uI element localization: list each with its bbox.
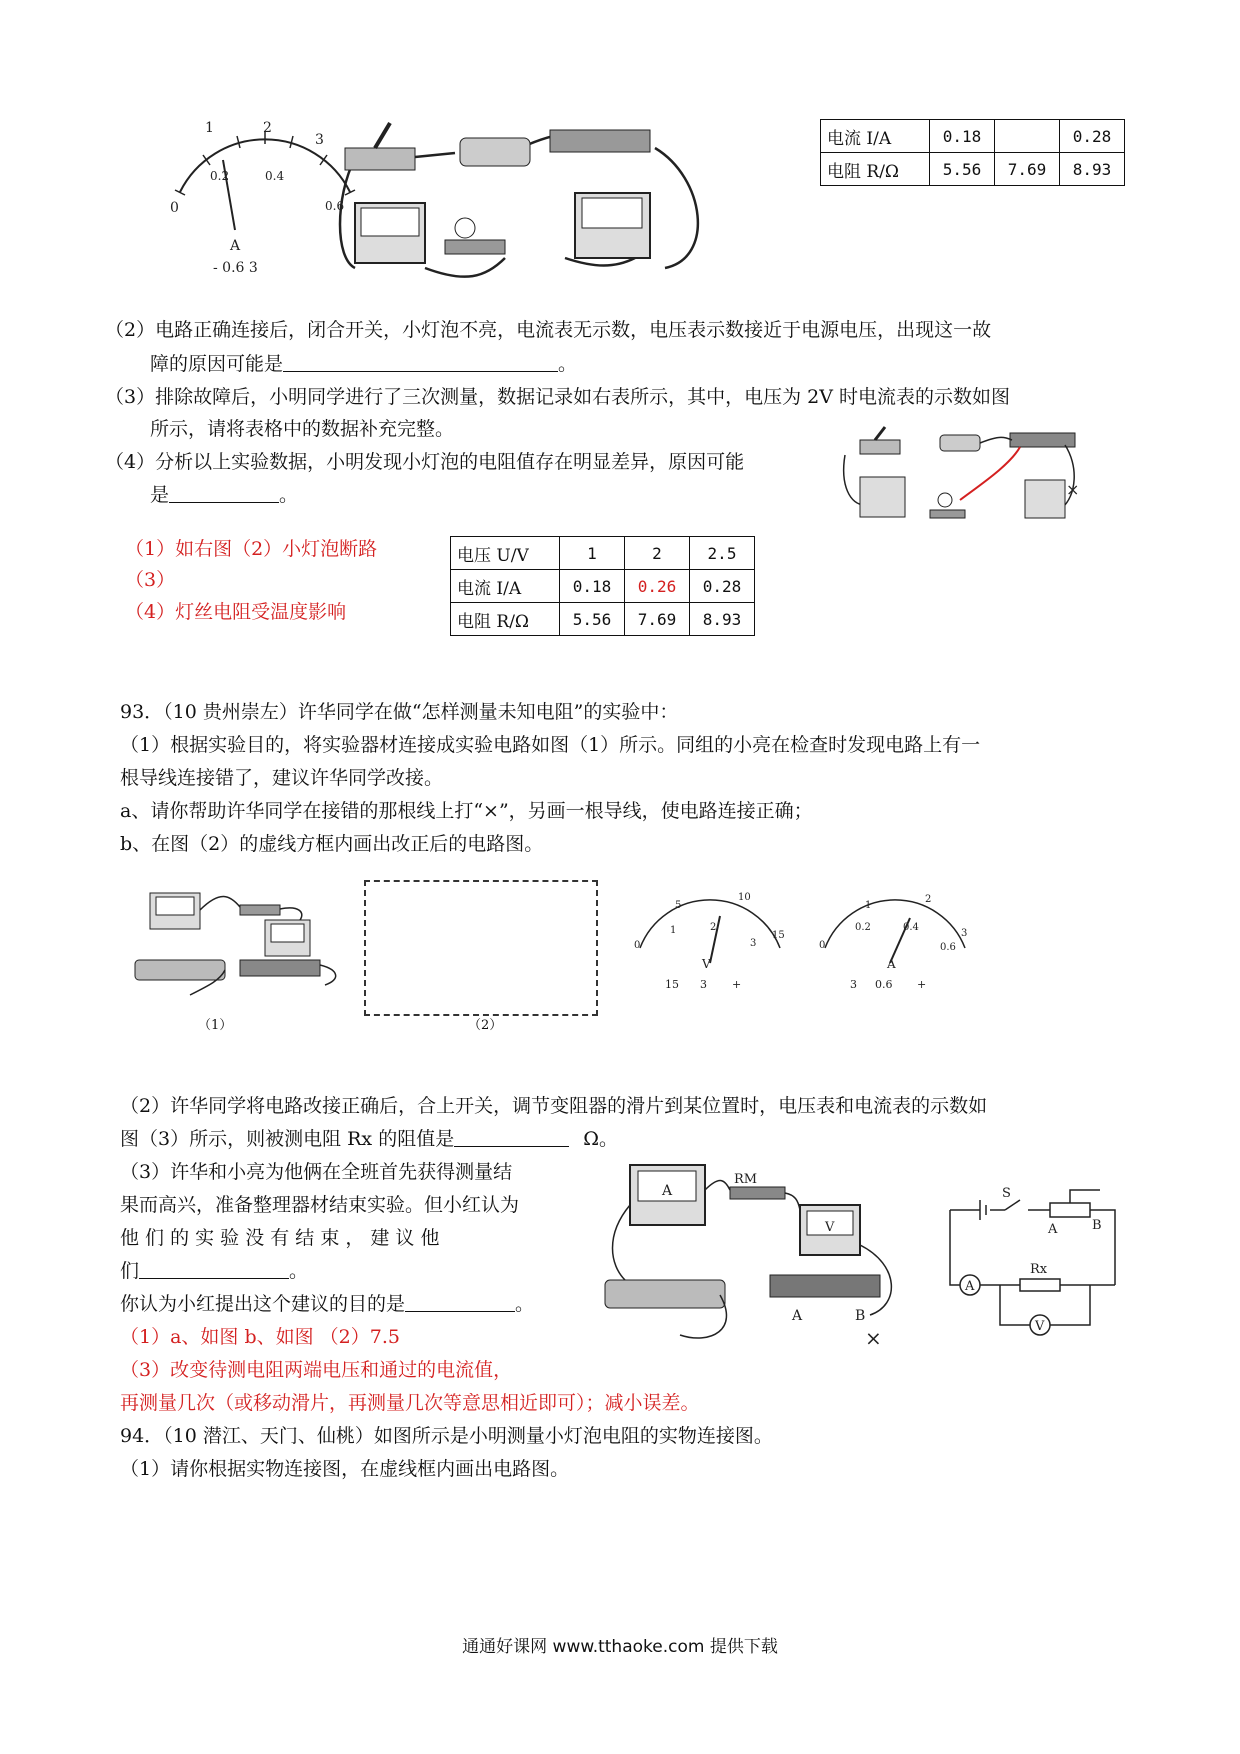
table-row: 电压 U/V 1 2 2.5 (451, 537, 755, 570)
q93-part1-line1: （1）根据实验目的，将实验器材连接成实验电路如图（1）所示。同组的小亮在检查时发现电路上有一 (120, 734, 981, 756)
page-footer: 通通好课网 www.tthaoke.com 提供下载 (462, 1637, 778, 1657)
svg-text:2: 2 (263, 120, 272, 136)
svg-text:15: 15 (665, 978, 679, 991)
q92-part2-line1: （2）电路正确连接后，闭合开关，小灯泡不亮，电流表无示数，电压表示数接近于电源电压，出现这一故 (105, 319, 992, 341)
q93-part3-line1: （3）许华和小亮为他俩在全班首先获得测量结 (120, 1161, 513, 1183)
q92-part3-line1: （3）排除故障后，小明同学进行了三次测量，数据记录如右表所示，其中，电压为 2V 时电流表的示数如图 (105, 386, 1010, 408)
photo-label-A: A (662, 1183, 673, 1199)
q93-title: 93．（10 贵州崇左）许华同学在做“怎样测量未知电阻”的实验中： (120, 701, 679, 723)
circuit-label-B: B (1092, 1218, 1102, 1233)
q92-part4-line2: 是 。 (150, 484, 299, 506)
q92-answer-line1: （1）如右图（2）小灯泡断路 (125, 538, 378, 560)
svg-text:3: 3 (700, 978, 707, 991)
svg-text:2: 2 (925, 894, 932, 905)
svg-text:0.4: 0.4 (903, 922, 919, 933)
svg-text:3: 3 (961, 928, 968, 939)
q92-part2-line2: 障的原因可能是 。 (150, 353, 578, 375)
corrected-circuit-photo-2 (600, 1155, 910, 1355)
svg-text:V: V (702, 957, 711, 971)
q94-part1: （1）请你根据实物连接图，在虚线框内画出电路图。 (120, 1458, 570, 1480)
circuit-photo-top (335, 118, 715, 293)
svg-text:A: A (230, 238, 241, 254)
svg-text:3: 3 (750, 938, 757, 949)
svg-text:1: 1 (865, 900, 872, 911)
q93-part-a: a、请你帮助许华同学在接错的那根线上打“×”，另画一根导线，使电路连接正确； (120, 800, 813, 822)
q93-answer-line3: 再测量几次（或移动滑片，再测量几次等意思相近即可）；减小误差。 (120, 1392, 700, 1414)
svg-text:A: A (792, 1308, 803, 1324)
table-row: 电阻 R/Ω 5.56 7.69 8.93 (451, 603, 755, 636)
answer-data-table (450, 536, 755, 636)
circuit-label-S: S (1002, 1186, 1011, 1201)
q93-answer-line1: （1）a、如图 b、如图 （2）7.5 (120, 1326, 400, 1348)
circuit-label-Rx: Rx (1030, 1262, 1048, 1277)
answer-blank[interactable] (405, 1291, 515, 1312)
svg-text:0.2: 0.2 (855, 922, 871, 933)
svg-text:0.6: 0.6 (875, 978, 893, 991)
svg-text:- 0.6 3: - 0.6 3 (213, 260, 258, 276)
q92-part3-line2: 所示，请将表格中的数据补充完整。 (150, 418, 455, 440)
ammeter-symbol: A (965, 1279, 975, 1294)
svg-text:2: 2 (710, 922, 717, 933)
svg-text:0.4: 0.4 (265, 169, 285, 183)
q93-part-b: b、在图（2）的虚线方框内画出改正后的电路图。 (120, 833, 544, 855)
svg-text:0: 0 (170, 200, 179, 216)
svg-text:0.2: 0.2 (210, 169, 230, 183)
answer-blank[interactable] (139, 1258, 289, 1279)
q93-part2-line1: （2）许华同学将电路改接正确后，合上开关，调节变阻器的滑片到某位置时，电压表和电流表的示数如 (120, 1095, 988, 1117)
svg-text:×: × (1066, 480, 1080, 499)
svg-text:A: A (887, 957, 896, 971)
q93-part3-line2: 果而高兴，准备整理器材结束实验。但小红认为 (120, 1194, 520, 1216)
svg-text:×: × (865, 1326, 882, 1350)
figure-1-caption: （1） (198, 1018, 233, 1033)
q92-part4-line1: （4）分析以上实验数据，小明发现小灯泡的电阻值存在明显差异，原因可能 (105, 451, 745, 473)
svg-text:5: 5 (675, 900, 682, 911)
schematic-circuit-diagram (940, 1185, 1125, 1340)
corrected-circuit-photo (840, 425, 1080, 530)
figure-2-dashed-box[interactable] (364, 880, 598, 1016)
photo-label-B: B (855, 1308, 866, 1324)
q92-answer-line2: （3） (125, 569, 176, 591)
svg-text:10: 10 (738, 892, 751, 903)
svg-text:15: 15 (772, 930, 785, 941)
table-row: 电阻 R/Ω 5.56 7.69 8.93 (821, 153, 1125, 186)
svg-text:1: 1 (670, 925, 677, 936)
figure-1-wrong-circuit (130, 885, 345, 1015)
q93-part3-line4: 们 。 (120, 1260, 309, 1282)
answer-blank[interactable] (169, 482, 279, 503)
voltmeter-symbol: V (1035, 1319, 1045, 1334)
q93-part1-line2: 根导线连接错了，建议许华同学改接。 (120, 767, 444, 789)
table-row: 电流 I/A 0.18 0.28 (821, 120, 1125, 153)
svg-text:3: 3 (315, 132, 324, 148)
photo-label-RM: RM (734, 1172, 758, 1187)
circuit-label-A: A (1048, 1222, 1058, 1237)
svg-text:0.6: 0.6 (325, 199, 345, 213)
q92-answer-line3: （4）灯丝电阻受温度影响 (125, 601, 347, 623)
svg-text:0: 0 (634, 940, 641, 951)
answer-blank[interactable] (283, 351, 558, 372)
ammeter-dial-figure-2 (815, 888, 975, 993)
figure-2-caption: （2） (468, 1018, 503, 1033)
top-data-table (820, 119, 1125, 186)
answer-blank[interactable] (454, 1126, 569, 1147)
svg-text:V: V (825, 1220, 835, 1235)
table-row: 电流 I/A 0.18 0.26 0.28 (451, 570, 755, 603)
svg-text:0: 0 (819, 940, 826, 951)
voltmeter-dial-figure (630, 888, 790, 993)
q93-answer-line2: （3）改变待测电阻两端电压和通过的电流值， (120, 1359, 513, 1381)
q94-title: 94．（10 潜江、天门、仙桃）如图所示是小明测量小灯泡电阻的实物连接图。 (120, 1425, 773, 1447)
svg-text:0.6: 0.6 (940, 942, 956, 953)
svg-text:1: 1 (205, 120, 214, 136)
svg-text:+: + (917, 978, 927, 991)
q93-part2-line2: 图（3）所示，则被测电阻 Rx 的阻值是 Ω。 (120, 1128, 618, 1150)
svg-text:+: + (732, 978, 742, 991)
q93-part3-line5: 你认为小红提出这个建议的目的是 。 (120, 1293, 535, 1315)
svg-text:3: 3 (850, 978, 857, 991)
q93-part3-line3: 他 们 的 实 验 没 有 结 束 ， 建 议 他 (120, 1227, 440, 1249)
